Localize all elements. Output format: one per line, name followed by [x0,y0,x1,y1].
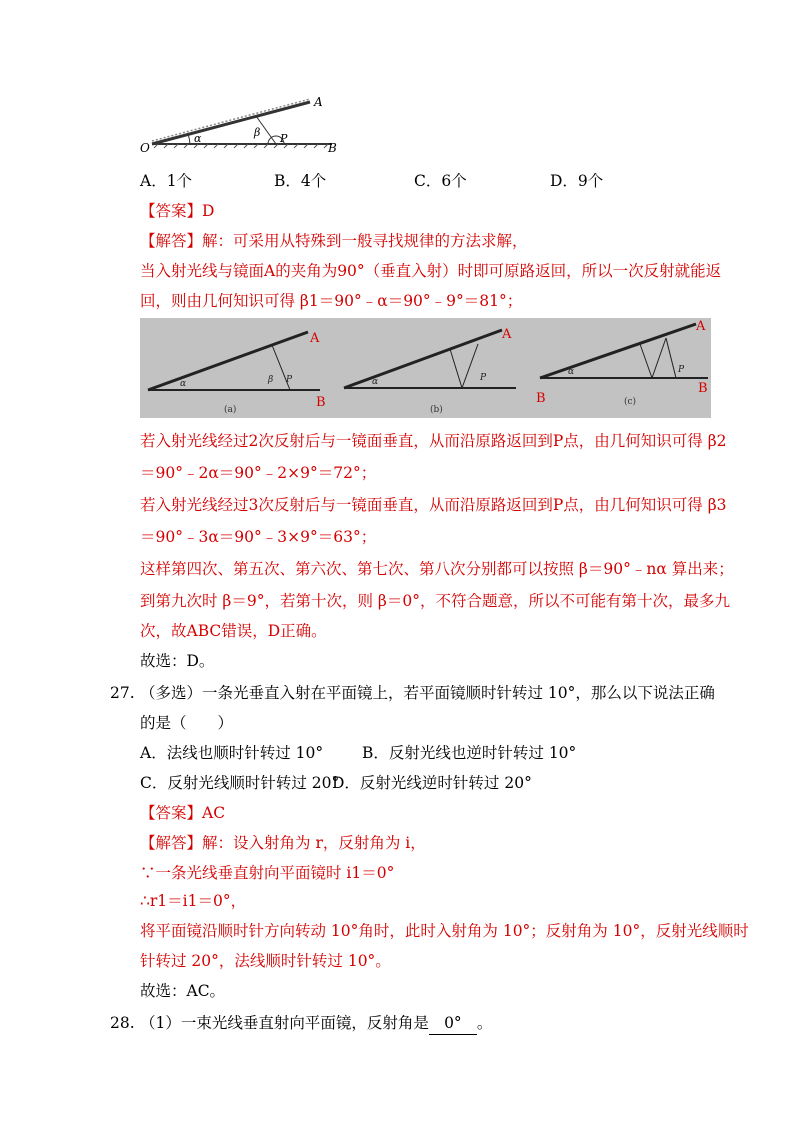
q26-solution-line-1: 当入射光线与镜面A的夹角为90°（垂直入射）时即可原路返回，所以一次反射就能返 [140,262,722,280]
q27-answer-tag: 【答案】 [140,804,203,822]
q27-solution-intro: 解：设入射角为 r，反射角为 i， [202,834,426,852]
q27-solution-intro-line [140,832,426,854]
photo-c-alpha: α [568,367,575,377]
label-p: P [280,132,288,145]
q26-solution-line-4: ＝90°﹣2α＝90°﹣2×9°＝72°； [140,464,377,482]
q26-answer-tag: 【答案】 [140,202,203,220]
q26-solution-line-8: 到第九次时 β＝9°，若第十次，则 β＝0°，不符合题意，所以不可能有第十次，最多九 [140,592,731,610]
q27-solution-tag: 【解答】 [140,834,203,852]
q26-solution-line-7: 这样第四次、第五次、第六次、第七次、第八次分别都可以按照 β＝90°﹣nα 算出来； [140,560,734,578]
q27-solution-line-2: ∴r1＝i1＝0°， [140,892,247,910]
q26-solution-intro: 解：可采用从特殊到一般寻找规律的方法求解， [202,232,528,250]
q27-option-b: B．反射光线也逆时针转过 10° [362,744,577,762]
photo-c-p: P [678,365,685,375]
q27-stem-line-1: （多选）一条光垂直入射在平面镜上，若平面镜顺时针转过 10°，那么以下说法正确 [140,684,715,702]
q28-number: 28. [110,1014,135,1032]
label-a: A [314,95,323,109]
q26-option-b: B．4个 [274,172,327,190]
photo-c-label-b: B [698,381,708,396]
label-b: B [328,141,337,155]
photo-caption-a: (a) [224,405,237,415]
photo-a-p: P [286,375,293,385]
q26-answer-value: D [202,202,215,220]
q27-option-d: D．反射光线逆时针转过 20° [332,774,532,792]
q26-solution-intro-line [140,230,528,252]
q26-solution-line-2: 回，则由几何知识可得 β1＝90°﹣α＝90°﹣9°＝81°； [140,292,523,310]
q27-stem-line-2: 的是（ ） [140,714,234,732]
photo-b-label-b: B [536,391,546,406]
photo-a-label-a: A [310,331,320,346]
q28-stem: （1）一束光线垂直射向平面镜，反射角是 [140,1014,429,1032]
q28-stem-line [140,1012,492,1035]
photo-a-alpha: α [180,379,187,389]
photo-caption-c: (c) [624,397,637,407]
reflection-photo [140,318,711,418]
q27-conclusion: 故选：AC。 [140,982,226,1000]
q27-solution-line-3: 将平面镜沿顺时针方向转动 10°角时，此时入射角为 10°；反射角为 10°，反射光线顺时 [140,922,749,940]
q26-option-d: D．9个 [550,172,604,190]
q27-answer-line [140,802,225,824]
q26-solution-line-6: ＝90°﹣3α＝90°﹣3×9°＝63°； [140,528,377,546]
photo-a-label-b: B [316,395,326,410]
mirror-angle-figure [138,92,348,156]
q27-answer-value: AC [202,804,226,822]
q26-option-a: A．1个 [140,172,193,190]
label-alpha: α [194,132,202,145]
q27-option-a: A．法线也顺时针转过 10° [140,744,324,762]
photo-a-beta: β [268,375,274,385]
q27-solution-line-4: 针转过 20°，法线顺时针转过 10°。 [140,952,391,970]
q27-option-c: C．反射光线顺时针转过 20° [140,774,340,792]
q26-solution-line-9: 次，故ABC错误，D正确。 [140,622,327,640]
photo-b-label-a: A [502,327,512,342]
q26-solution-line-3: 若入射光线经过2次反射后与一镜面垂直，从而沿原路返回到P点，由几何知识可得 β2 [140,432,727,450]
q26-conclusion: 故选：D。 [140,652,215,670]
photo-c-label-a: A [696,319,706,334]
q27-number: 27. [110,684,135,702]
q26-answer-line [140,200,214,222]
q26-solution-line-5: 若入射光线经过3次反射后与一镜面垂直，从而沿原路返回到P点，由几何知识可得 β3 [140,496,727,514]
label-o: O [140,141,150,155]
q26-option-c: C．6个 [414,172,467,190]
q26-solution-tag: 【解答】 [140,232,203,250]
photo-b-alpha: α [372,377,379,387]
photo-caption-b: (b) [430,405,443,415]
photo-b-p: P [480,373,487,383]
q27-solution-line-1: ∵一条光线垂直射向平面镜时 i1＝0° [140,864,395,882]
q28-stem-end: 。 [476,1014,493,1032]
q28-blank-value: 0° [429,1012,477,1035]
label-beta: β [254,126,261,139]
